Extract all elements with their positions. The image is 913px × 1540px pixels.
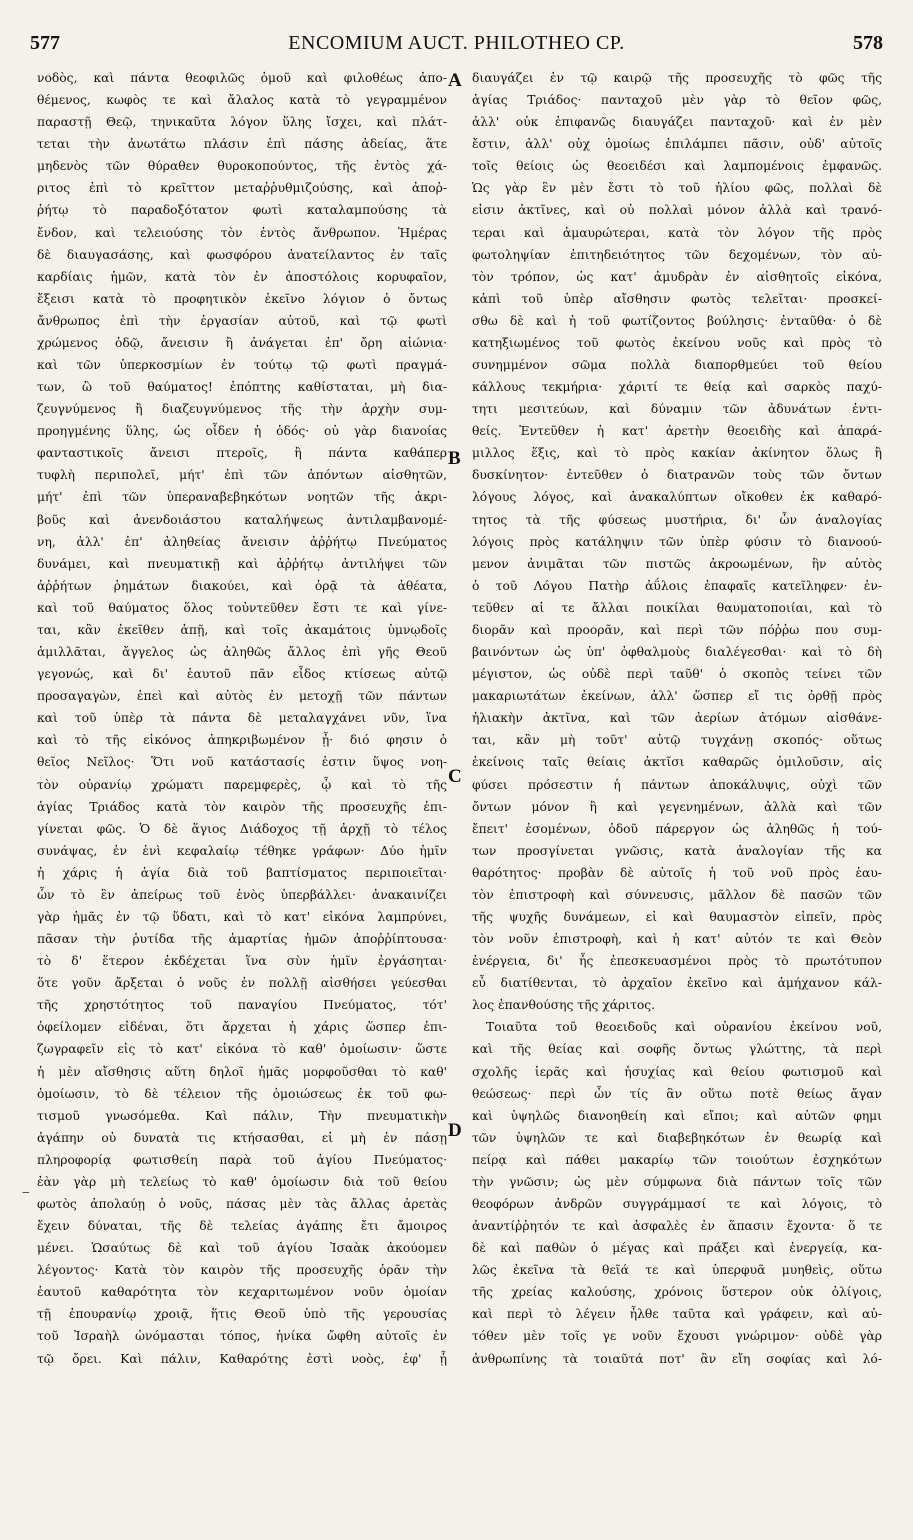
- text-line: λος ἐπανθούσης τῆς χάριτος.: [472, 998, 656, 1013]
- text-line: ἐὰν γὰρ μὴ τελείως τὸ καθ' ὁμοίωσιν διὰ τοῦ θείου: [37, 1174, 447, 1189]
- text-line: καὶ τοῦ θαύματος ὅλος τοὐντεῦθεν ἔστι τε καὶ γίνε-: [37, 600, 447, 615]
- text-line: δυνάμει, καὶ πνευματικῇ καὶ ἀῤῥήτῳ ἀντιλήψει τῶν: [37, 556, 447, 571]
- text-line: εὖ διατίθενται, τὸ ἀρχαῖον ἐκεῖνο καὶ ἀμήχανον κάλ-: [472, 976, 882, 991]
- text-line: ζωγραφεῖν εἰς τὸ κατ' εἰκόνα τὸ καθ' ὁμοίωσιν· ὥστε: [37, 1042, 447, 1057]
- text-line: τοῦ Ἰσραὴλ ὠνόμασται τόπος, ἡνίκα ὤφθη αὐτοῖς ἐν: [37, 1329, 447, 1344]
- text-line: των, ὢ τοῦ θαύματος! ἐπόπτης καθίσταται, μὴ δια-: [37, 380, 447, 395]
- right-column: [472, 67, 882, 1370]
- text-line: παραστῇ Θεῷ, τηνικαῦτα λόγον ὕλης ἴσχει, καὶ πλάτ-: [37, 115, 447, 130]
- text-line: ὁ τοῦ Λόγου Πατὴρ ἀΰλοις ἐπαφαῖς κατεῖληφεν· ἐν-: [472, 578, 882, 593]
- text-line: προηγμένης ὕλης, ὡς οἶδεν ἡ ὁδός· οὐ γὰρ διανοίας: [37, 424, 447, 439]
- text-line: κατηξιωμένος τοῦ φωτὸς ἐκείνου νοῦς καὶ πρὸς τὸ: [472, 335, 882, 350]
- text-line: δὲ καὶ παθὼν ὁ μέγας καὶ πράξει καὶ ἐνεργείᾳ, κα-: [472, 1241, 882, 1256]
- text-line: ἔπειτ' ἐσομένων, ὁδοῦ πάρεργον ὡς ἀληθῶς ἡ τού-: [472, 821, 882, 836]
- text-line: τῷ ὄρει. Καὶ πάλιν, Καθαρότης ἐστὶ νοὸς, ἐφ' ᾗ: [37, 1351, 447, 1366]
- text-line: ῥήτῳ τὸ παραδοξότατον φωτὶ καταλαμπούσης τὰ: [37, 203, 447, 218]
- text-line: σθω δὲ καὶ ἡ τοῦ φωτίζοντος βούλησις· ἐνταῦθα· ὁ δὲ: [472, 313, 882, 328]
- section-marker-c: C: [448, 766, 462, 787]
- text-line: δὲ διαυγασάσης, καὶ φωσφόρου ἀνατείλαντος ἐν ταῖς: [37, 247, 447, 262]
- text-line: φωτοληψίαν ἐπιτηδειότητος τῶν δεχομένων, τὸν αὐ-: [472, 247, 882, 262]
- text-line: νοδὸς, καὶ πάντα θεοφιλῶς ὁμοῦ καὶ φιλοθέως ἀπο-: [37, 71, 447, 85]
- text-line: ἁγίας Τριάδος· πανταχοῦ μὲν γὰρ τὸ θεῖον φῶς,: [472, 93, 882, 108]
- text-line: ἔξεισι κατὰ τὸ προφητικὸν ἐκεῖνο λόγιον ὁ ὄντως: [37, 291, 447, 306]
- text-line: θείς. Ἐντεῦθεν ἡ κατ' ἀρετὴν θεοειδὴς καὶ ἀπαρά-: [472, 424, 882, 439]
- section-marker-d: D: [448, 1120, 462, 1141]
- text-line: ἐκείνοις ταῖς θείαις ἀκτῖσι καθαρῶς ὁμιλοῦσιν, αἱς: [472, 755, 882, 770]
- text-line: ὅτε γοῦν ἄρξεται ὁ νοῦς ἐν πολλῇ αἰσθήσει γεύεσθαι: [37, 976, 447, 991]
- page-header: [30, 32, 883, 64]
- text-line: ἀναντίῤῥητόν τε καὶ ἀσφαλὲς ἐν ἅπασιν ἔχοντα· ὅ τε: [472, 1219, 882, 1234]
- text-line: τητος τὰ τῆς φύσεως μυστήρια, δι' ὧν ἀναλογίας: [472, 512, 882, 527]
- page-number-right: 578: [853, 32, 883, 54]
- text-line: τὸν νοῦν ἐπιστροφὴ, καὶ ἡ κατ' αὐτόν τε καὶ Θεὸν: [472, 932, 882, 947]
- text-line: γεγονώς, καὶ δι' ἑαυτοῦ πᾶν εἶδος κτίσεως αὐτῷ: [37, 667, 447, 682]
- text-line: τόθεν μὲν τοῖς γε νοῦν ἔχουσι γνώριμον· οὐδὲ γὰρ: [472, 1329, 882, 1344]
- text-line: ὀφείλομεν εἰδέναι, ὅτι ἄρχεται ἡ χάρις ὥσπερ ἐπι-: [37, 1020, 447, 1035]
- text-line: τητι μεσιτεύων, καὶ δύναμιν τῶν ἀδυνάτων ἐντι-: [472, 402, 882, 417]
- text-line: ἁμιλλᾶται, ἄγγελος ὡς ἀληθῶς ἄλλος ἐπὶ γῆς Θεοῦ: [37, 645, 447, 660]
- text-line: πείρᾳ καὶ πάθει μακαρίῳ τῶν τοιούτων ἐσχηκότων: [472, 1152, 882, 1167]
- text-line: ἔστιν, ἀλλ' οὐχ ὁμοίως ἐπιλάμπει πᾶσιν, οὐδ' αὐτοῖς: [472, 137, 882, 152]
- text-line: ται, κἂν ἐκεῖθεν ἀπῇ, καὶ τοῖς ἀκαμάτοις ὑμνῳδοῖς: [37, 622, 447, 637]
- text-line: τοῖς θείοις ὡς θεοειδέσι καὶ λαμπομένοις ἐμφανῶς.: [472, 159, 882, 174]
- text-line: τεραι καὶ ἀμαυρώτεραι, κατὰ τὸν λόγον τῆς πρὸς: [472, 225, 882, 240]
- text-line: δυσκίνητον· ἐντεῦθεν ὁ διατρανῶν τοὺς τῶν ὄντων: [472, 468, 882, 483]
- text-line: ἀνθρωπίνης τὰ τοιαῦτά ποτ' ἂν εἴη σοφίας καὶ λό-: [472, 1351, 882, 1366]
- text-line: ὁμοίωσιν, τὸ δὲ τέλειον τῆς ὁμοιώσεως ἐκ τοῦ φω-: [37, 1086, 447, 1101]
- text-line: ἔνδον, καὶ τελειούσης τὸν ἐντὸς ἄνθρωπον. Ἡμέρας: [37, 225, 447, 240]
- text-line: ἡλιακὴν ἀκτῖνα, καὶ τῶν ἀερίων ἀτόμων αἰσθάνε-: [472, 711, 882, 726]
- text-line: των προσγίνεται γνῶσις, κατὰ ἀναλογίαν τῆς κα: [472, 843, 882, 858]
- text-line: τυφλὴ περιπολεῖ, μήτ' ἐπὶ τῶν ἀπόντων αἰσθητῶν,: [37, 468, 447, 483]
- section-marker-b: B: [448, 448, 461, 469]
- text-line: σχολῆς ἱερᾶς καὶ ἡσυχίας καὶ θείου φωτισμοῦ καὶ: [472, 1064, 882, 1079]
- text-line: τῆς ψυχῆς δυνάμεων, εἰ καὶ θαυμαστὸν εἰπεῖν, πρὸς: [472, 909, 882, 924]
- text-line: ἡ μὲν αἴσθησις αὕτη δηλοῖ ἡμᾶς μορφοῦσθαι τὸ καθ': [37, 1064, 447, 1079]
- text-line: συνάψας, ἐν ἑνὶ κεφαλαίῳ τέθηκε γράφων· Δύο ἡμῖν: [37, 843, 447, 858]
- text-line: τῆς χρηστότητος τοῦ παναγίου Πνεύματος, τότ': [37, 998, 447, 1013]
- section-marker-a: A: [448, 70, 462, 91]
- text-line: βοῦς καὶ ἀνενδοιάστου καταλήψεως ἀντιλαμβανομέ-: [37, 512, 447, 527]
- text-line: ὧν τὸ ἓν ἀπείρως τοῦ ἑνὸς ὑπερβάλλει· ἀνακαινίζει: [37, 887, 447, 902]
- text-line: ζευγνύμενος ἢ διαζευγνύμενος τῆς τὴν ἀρχὴν συμ-: [37, 402, 447, 417]
- text-line: τὸν ἐπιστροφὴ καὶ σύννευσις, μᾶλλον δὲ πασῶν τῶν: [472, 887, 882, 902]
- text-line: κἀπὶ τοῦ ὑπὲρ αἴσθησιν φωτὸς τελεῖται· προσκεί-: [472, 291, 882, 306]
- text-line: λόγοις πρὸς κατάληψιν τῶν ὑπὲρ φύσιν τὸ διανοού-: [472, 534, 882, 549]
- text-line: χρώμενος ὁδῷ, ἄνεισιν ἢ ἀνάγεται ἐπ' ὄρη αἰώνια·: [37, 335, 447, 350]
- text-line: καὶ περὶ τὸ λέγειν ἦλθε ταῦτα καὶ γράφειν, καὶ αὐ-: [472, 1307, 882, 1322]
- text-line: ἑαυτοῦ καθαρότητα τὸν κεχαριτωμένον νοῦν ὁμοίαν: [37, 1285, 447, 1300]
- page-number-left: 577: [30, 32, 60, 54]
- text-line: τῶν ὑψηλῶν τε καὶ διαβεβηκότων ἐν θεωρίᾳ καὶ: [472, 1130, 882, 1145]
- text-line: ἀῤῥήτων ῥημάτων διακούει, καὶ ὁρᾷ τὰ ἀθέατα,: [37, 578, 447, 593]
- text-line: τὸν τρόπον, ὡς κατ' ἀμυδρὰν ἐν αἰσθητοῖς εἰκόνα,: [472, 269, 882, 284]
- text-line: καὶ τῆς θείας καὶ σοφῆς ὄντως γλώττης, τὰ περὶ: [472, 1042, 882, 1057]
- text-line: καρδίαις ἡμῶν, κατὰ τὸν ἐν ἀποστόλοις κορυφαῖον,: [37, 269, 447, 284]
- text-line: γίνεται φῶς. Ὁ δὲ ἅγιος Διάδοχος τῇ ἀρχῇ τὸ τέλος: [37, 821, 447, 836]
- text-line: τῆς χρείας καλούσης, χρόνοις ὕστερον οὐκ ὀλίγοις,: [472, 1285, 882, 1300]
- text-line: διαυγάζει ἐν τῷ καιρῷ τῆς προσευχῆς τὸ φῶς τῆς: [472, 71, 882, 85]
- text-line: πᾶσαν τὴν ῥυτίδα τῆς ἁμαρτίας ἡμῶν ἀποῤῥίπτουσα·: [37, 932, 447, 947]
- text-line: νη, ἀλλ' ἐπ' ἀληθείας ἄνεισιν ἀῤῥήτῳ Πνεύματος: [37, 534, 447, 549]
- text-line: εἰσιν ἀκτῖνες, καὶ οὐ πολλαὶ μόνον ἀλλὰ καὶ τρανό-: [472, 203, 882, 218]
- text-line: τὸν οὐρανίῳ χρώματι παρεμφερὲς, ᾧ καὶ τὸ τῆς: [37, 777, 447, 792]
- text-line: Ὡς γὰρ ἓν μὲν ἔστι τὸ τοῦ ἡλίου φῶς, πολλαὶ δὲ: [472, 181, 882, 196]
- text-line: θέμενος, κωφὸς τε καὶ ἄλαλος κατὰ τὸ γεγραμμένον: [37, 93, 447, 108]
- text-line: ἔχειν δύναται, τῆς δὲ τελείας ἀγάπης ἔτι ἄμοιρος: [37, 1219, 447, 1234]
- text-line: φανταστικοῖς ἄνεισι πτεροῖς, ἢ πάντα καθάπερ: [37, 446, 447, 461]
- text-line: τῇ ἐπουρανίῳ χροιᾷ, ἥτις Θεοῦ ὑπὸ τῆς γερουσίας: [37, 1307, 447, 1322]
- text-line: ὄντων μόνον ἢ καὶ γεγενημένων, ἀλλὰ καὶ τῶν: [472, 799, 882, 814]
- text-line: πληροφορίᾳ φωτισθείη παρὰ τοῦ ἁγίου Πνεύματος·: [37, 1152, 447, 1167]
- text-line: μήτ' ἐπὶ τῶν ὑπεραναβεβηκότων νοητῶν τῆς ἀκρι-: [37, 490, 447, 505]
- text-line: τὴν γνῶσιν; ὡς μὲν σύμφωνα διὰ πάντων τοῖς τῶν: [472, 1174, 882, 1189]
- text-line: διορᾶν καὶ προορᾶν, καὶ περὶ τῶν πόῤῥω που συμ-: [472, 622, 882, 637]
- running-title: ENCOMIUM AUCT. PHILOTHEO CP.: [288, 32, 625, 54]
- text-line: τισμοῦ γνωσόμεθα. Καὶ πάλιν, Τὴν πνευματικὴν: [37, 1108, 447, 1123]
- text-line: τεῦθεν αἱ τε ἄλλαι ποικίλαι θαυματοποιίαι, καὶ τὸ: [472, 600, 882, 615]
- text-line: θεοφόρων ἀνδρῶν συγγράμμασί τε καὶ λόγοις, τὸ: [472, 1196, 882, 1211]
- text-line: ἀγάπην οὐ δυνατὰ τις κτήσασθαι, εἰ μὴ ἐν πάσῃ: [37, 1130, 447, 1145]
- text-line: μηδενὸς τῶν θύραθεν θυροκοπούντος, τῆς ἐντὸς χά-: [37, 159, 447, 174]
- text-line: τὸ δ' ἕτερον ἐκδέχεται ἵνα σὺν ἡμῖν ἐργάσηται·: [37, 954, 447, 969]
- text-line: μέγιστον, ὡς οὐδὲ περὶ ταῦθ' ὁ σκοπὸς τείνει τῶν: [472, 667, 882, 682]
- text-line: καὶ τὸ τῆς εἰκόνος ἀπηκριβωμένον ᾖ· διό φησιν ὁ: [37, 733, 447, 748]
- margin-dash: −: [22, 1186, 30, 1201]
- text-line: γὰρ ἡμᾶς ἐν τῷ ὕδατι, καὶ τὸ κατ' εἰκόνα λαμπρύνει,: [37, 909, 447, 924]
- text-line: ται, κἂν μὴ τοῦτ' αὐτῷ τυγχάνῃ σκοπός· οὕτως: [472, 733, 882, 748]
- text-line: θαρότητος· προβὰν δὲ αὐτοῖς ἡ τοῦ νοῦ πρὸς ἑαυ-: [472, 865, 882, 880]
- text-line: ἐνέργεια, δι' ἧς ἐπεσκευασμένοι πρὸς τὸ πρωτότυπον: [472, 954, 882, 969]
- text-line: φύσει πρόσεστιν ἡ πάντων ἀποκάλυψις, οὐχὶ τῶν: [472, 777, 882, 792]
- text-line: καὶ τοῦ ὑπὲρ τὰ πάντα δὲ μεταλαγχάνει νῦν, ἵνα: [37, 711, 447, 726]
- text-line: ἀλλ' οὐκ ἐπιφανῶς διαυγάζει πανταχοῦ· καὶ ἐν μὲν: [472, 115, 882, 130]
- text-line: μένει. Ὡσαύτως δὲ καὶ τοῦ ἁγίου Ἰσαὰκ ἀκούομεν: [37, 1241, 447, 1256]
- text-line: θεώσεως· περὶ ὧν τίς ἂν οὕτω ποτὲ θείως ἄγαν: [472, 1086, 882, 1101]
- text-line: ἄνθρωπος ἐπὶ τὴν ἐργασίαν αὐτοῦ, καὶ τῷ φωτὶ: [37, 313, 447, 328]
- text-line: λέγοντος· Κατὰ τὸν καιρὸν τῆς προσευχῆς ὁρᾶν τὴν: [37, 1263, 447, 1278]
- text-line: θεῖος Νεῖλος· Ὅτι νοῦ κατάστασίς ἐστιν ὕψος νοη-: [37, 755, 447, 770]
- text-line: ριτος ἐπὶ τὸ κρεῖττον μεταῤῥυθμιζούσης, καὶ ἀποῤ-: [37, 181, 447, 196]
- text-line: τεται τὴν ἀνωτάτω πλάσιν ἐπὶ πάσης ἀδείας, ἅτε: [37, 137, 447, 152]
- text-line: φωτὸς ἀπολαύῃ ὁ νοῦς, πάσας μὲν τὰς ἄλλας ἀρετὰς: [37, 1196, 447, 1211]
- text-line: καὶ τῶν ὑπερκοσμίων ἐν τούτῳ τῷ φωτὶ πραγμά-: [37, 358, 447, 373]
- text-line: βαινόντων ὡς ὑπ' ὀφθαλμοὺς διαλέγεσθαι· καὶ τὸ δὴ: [472, 645, 882, 660]
- text-line: μιλλος ἕξις, καὶ τὸ πρὸς κακίαν ἀκίνητον ὅλως ἢ: [472, 446, 882, 461]
- text-line: λόγους λόγος, καὶ ἀνακαλύπτων οἴκοθεν ἐκ καθαρό-: [472, 490, 882, 505]
- text-line: κάλλους τεκμήρια· χάριτί τε θείᾳ καὶ σαρκὸς παχύ-: [472, 380, 882, 395]
- text-line: ἁγίας Τριάδος κατὰ τὸν καιρὸν τῆς προσευχῆς ἐπι-: [37, 799, 447, 814]
- text-line: ἡ χάρις ἡ ἁγία διὰ τοῦ βαπτίσματος περιποιεῖται·: [37, 865, 447, 880]
- text-line: συνημμένον σῶμα πολλὰ διαπορθμεύει τοῦ θείου: [472, 358, 882, 373]
- left-column: [37, 67, 447, 1370]
- text-line: μενον ἀνιμᾶται τῶν πιστῶς ἀκροωμένων, ἣν αὐτὸς: [472, 556, 882, 571]
- text-line: λῶς ἐκεῖνα τὰ θεῖά τε καὶ ὑπερφυᾶ μυηθεὶς, οὕτω: [472, 1263, 882, 1278]
- text-line: καὶ ὑψηλῶς διανοηθείη καὶ εἴποι; καὶ αὐτῶν φημι: [472, 1108, 882, 1123]
- text-line: μακαριωτάτων ἐκείνων, ἀλλ' ὥσπερ εἴ τις ὀρθῇ πρὸς: [472, 689, 882, 704]
- text-line: προσαγαγὼν, ἐπεὶ καὶ αὐτὸς ἐν μετοχῇ τῶν πάντων: [37, 689, 447, 704]
- text-line: Τοιαῦτα τοῦ θεοειδοῦς καὶ οὐρανίου ἐκείνου νοῦ,: [486, 1020, 882, 1035]
